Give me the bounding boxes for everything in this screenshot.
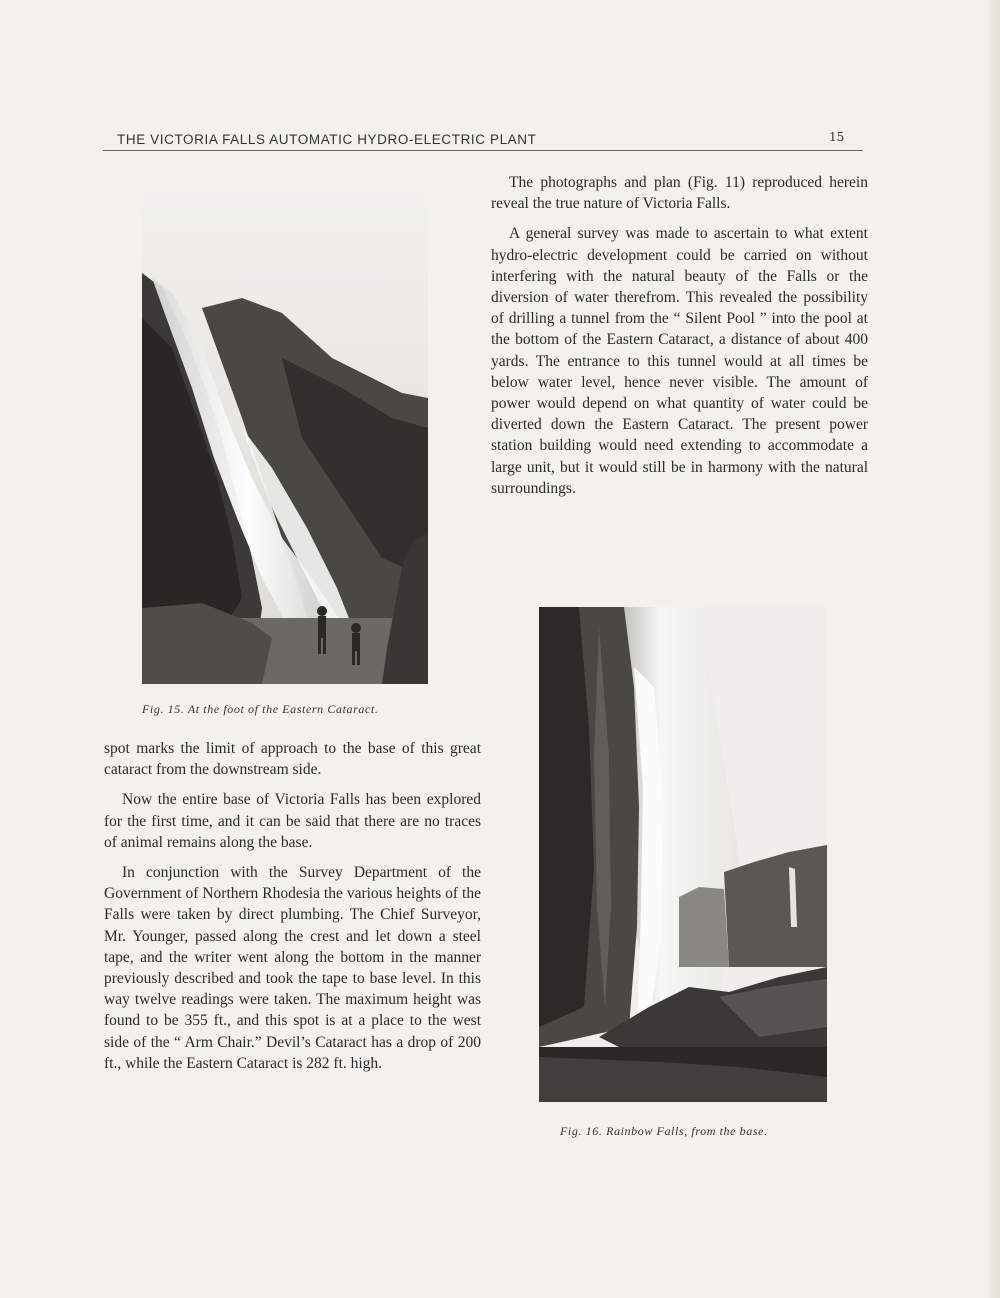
paragraph: The photographs and plan (Fig. 11) reproduced herein reveal the true nature of Victoria Falls. (491, 174, 868, 213)
paragraph: In conjunction with the Survey Department of the Government of Northern Rhodesia the various heights of the Falls were taken by direct plumbing. The Chief Surveyor, Mr. Younger, passed along the crest and let down a steel tape, and the writer went along the bottom in the manner previously described and took the tape to base level. In this way twelve readings were taken. The maximum height was found to be 355 ft., and this spot is at a place to the west side of the “ Arm Chair.” Devil’s Cataract has a drop of 200 ft., while the Eastern Cataract is 282 ft. high. (104, 864, 481, 1072)
left-column-text (104, 738, 481, 1083)
running-title: THE VICTORIA FALLS AUTOMATIC HYDRO-ELECTRIC PLANT (117, 132, 537, 147)
paragraph: A general survey was made to ascertain to what extent hydro-electric development could be carried on without interfering with the natural beauty of the Falls or the diversion of water therefrom. This revealed the possibility of drilling a tunnel from the “ Silent Pool ” into the pool at the bottom of the Eastern Cataract, a distance of about 400 yards. The entrance to this tunnel would at all times be below water level, hence never visible. The amount of power would depend on what quantity of water could be diverted down the Eastern Cataract. The present power station building would need extending to accommodate a large unit, but it would still be in harmony with the natural surroundings. (491, 225, 868, 497)
paragraph: spot marks the limit of approach to the base of this great cataract from the downstream side. (104, 740, 481, 779)
figure-16-caption: Fig. 16. Rainbow Falls, from the base. (560, 1124, 768, 1138)
page-number: 15 (829, 130, 845, 144)
figure-16-photo (539, 607, 827, 1102)
figure-15-caption: Fig. 15. At the foot of the Eastern Cataract. (142, 702, 379, 716)
paragraph: Now the entire base of Victoria Falls has been explored for the first time, and it can be said that there are no traces of animal remains along the base. (104, 791, 481, 851)
right-column-text (491, 172, 868, 508)
page-edge (988, 0, 1000, 1298)
header-rule (103, 150, 863, 151)
figure-15-photo (142, 178, 428, 684)
